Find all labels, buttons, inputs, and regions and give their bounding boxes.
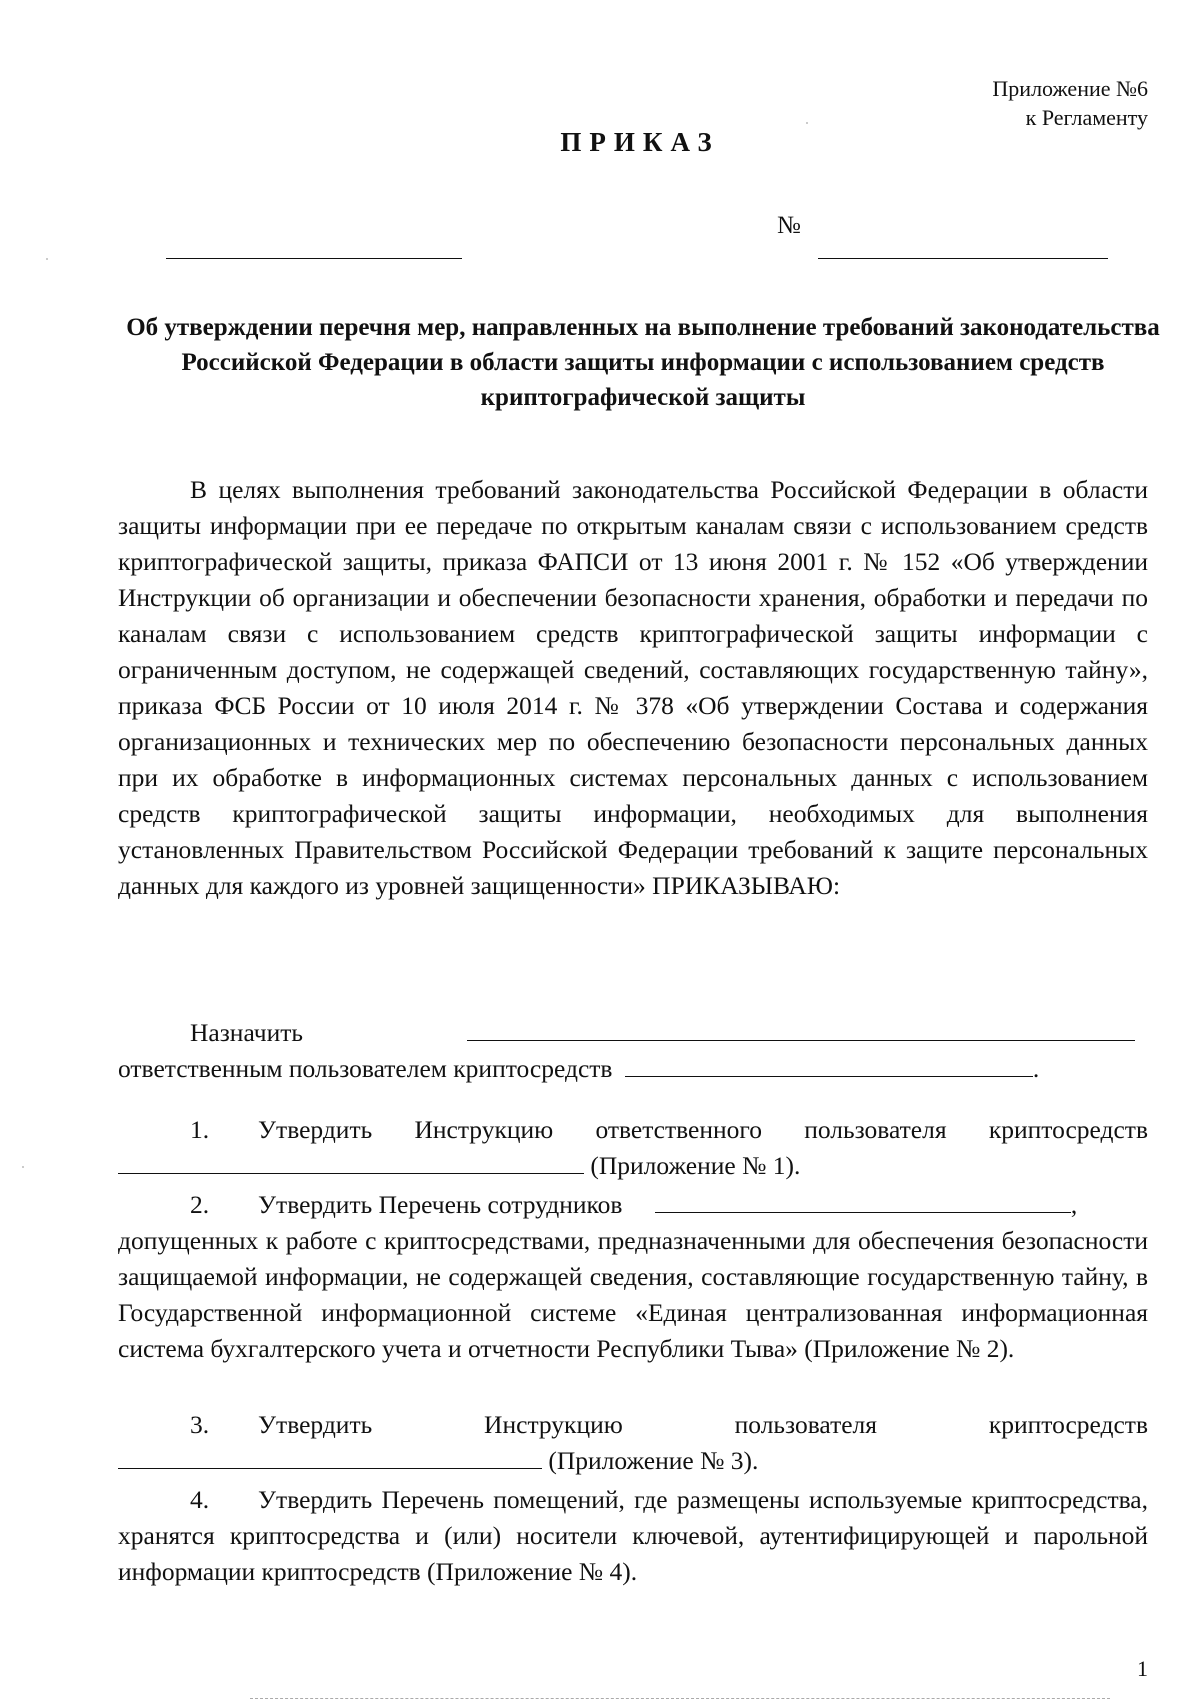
scan-speck (46, 258, 48, 260)
list-item (118, 1482, 1148, 1590)
preamble-paragraph: В целях выполнения требований законодательства Российской Федерации в области защиты информации при ее передаче по открытым каналам связи с использованием средств криптографической защиты, приказа ФАПСИ от 13 июня 2001 г. № 152 «Об утверждении Инструкции об организации и обеспечении безопасности хранения, обработки и передачи по каналам связи с использованием средств криптографической защиты информации с ограниченным доступом, не содержащей сведений, составляющих государственную тайну», приказа ФСБ России от 10 июля 2014 г. № 378 «Об утверждении Состава и содержания организационных и технических мер по обеспечению безопасности персональных данных при их обработке в информационных системах персональных данных с использованием средств криптографической защиты информации, необходимых для выполнения установленных Правительством Российской Федерации требований к защите персональных данных для каждого из уровней защищенности» ПРИКАЗЫВАЮ: (118, 475, 1148, 900)
item-blank (118, 1467, 542, 1469)
item-text: Утвердить Перечень сотрудников (258, 1190, 623, 1219)
annex-line-2: к Регламенту (1025, 105, 1148, 130)
item-number: 4. (190, 1485, 210, 1514)
list-item (118, 1407, 1148, 1479)
item-number: 2. (190, 1190, 210, 1219)
item-rest: допущенных к работе с криптосредствами, предназначенными для обеспечения безопасности защищаемой информации, не содержащей сведения, составляющие государственную тайну, в Государственной информационной системе «Единая централизованная информационная система бухгалтерского учета и отчетности Республики Тыва» (Приложение № 2). (118, 1226, 1148, 1363)
assign-blank-1 (467, 1039, 1135, 1041)
item-text: Утвердить Инструкцию ответственного пользователя криптосредств (258, 1115, 1148, 1144)
item-suffix: (Приложение № 1). (590, 1151, 801, 1180)
item-suffix: (Приложение № 3). (548, 1446, 759, 1475)
list-item (118, 1187, 1148, 1367)
scan-bottom-edge (250, 1698, 1110, 1699)
item-number: 1. (190, 1115, 210, 1144)
item-text: Утвердить Инструкцию пользователя криптосредств (258, 1410, 1148, 1439)
number-blank-line (818, 258, 1108, 259)
assign-blank-2 (625, 1075, 1033, 1077)
item-comma: , (1070, 1190, 1078, 1219)
order-heading: Об утверждении перечня мер, направленных на выполнение требований законодательства Российской Федерации в области защиты информации с использованием средств криптографической защиты (126, 314, 1160, 411)
annex-note (992, 74, 1148, 132)
document-title: ПРИКАЗ (560, 127, 720, 157)
assign-text: ответственным пользователем криптосредств (118, 1054, 613, 1083)
assign-end: . (1032, 1054, 1040, 1083)
item-text: Утвердить Перечень помещений, где размещены используемые криптосредства, хранятся криптосредства и (или) носители ключевой, аутентифицирующей и парольной информации криптосредств (Приложение № 4). (118, 1485, 1148, 1586)
annex-line-1: Приложение №6 (992, 76, 1148, 101)
item-number: 3. (190, 1410, 210, 1439)
page-number: 1 (1137, 1656, 1148, 1681)
date-blank-line (166, 258, 462, 259)
assign-word: Назначить (190, 1018, 303, 1047)
item-blank (118, 1172, 584, 1174)
scan-speck (22, 1166, 24, 1168)
list-item (118, 1112, 1148, 1184)
assign-block (118, 1015, 1148, 1087)
item-blank (655, 1211, 1071, 1213)
order-number-mark: № (777, 212, 801, 239)
scan-speck (806, 122, 808, 124)
